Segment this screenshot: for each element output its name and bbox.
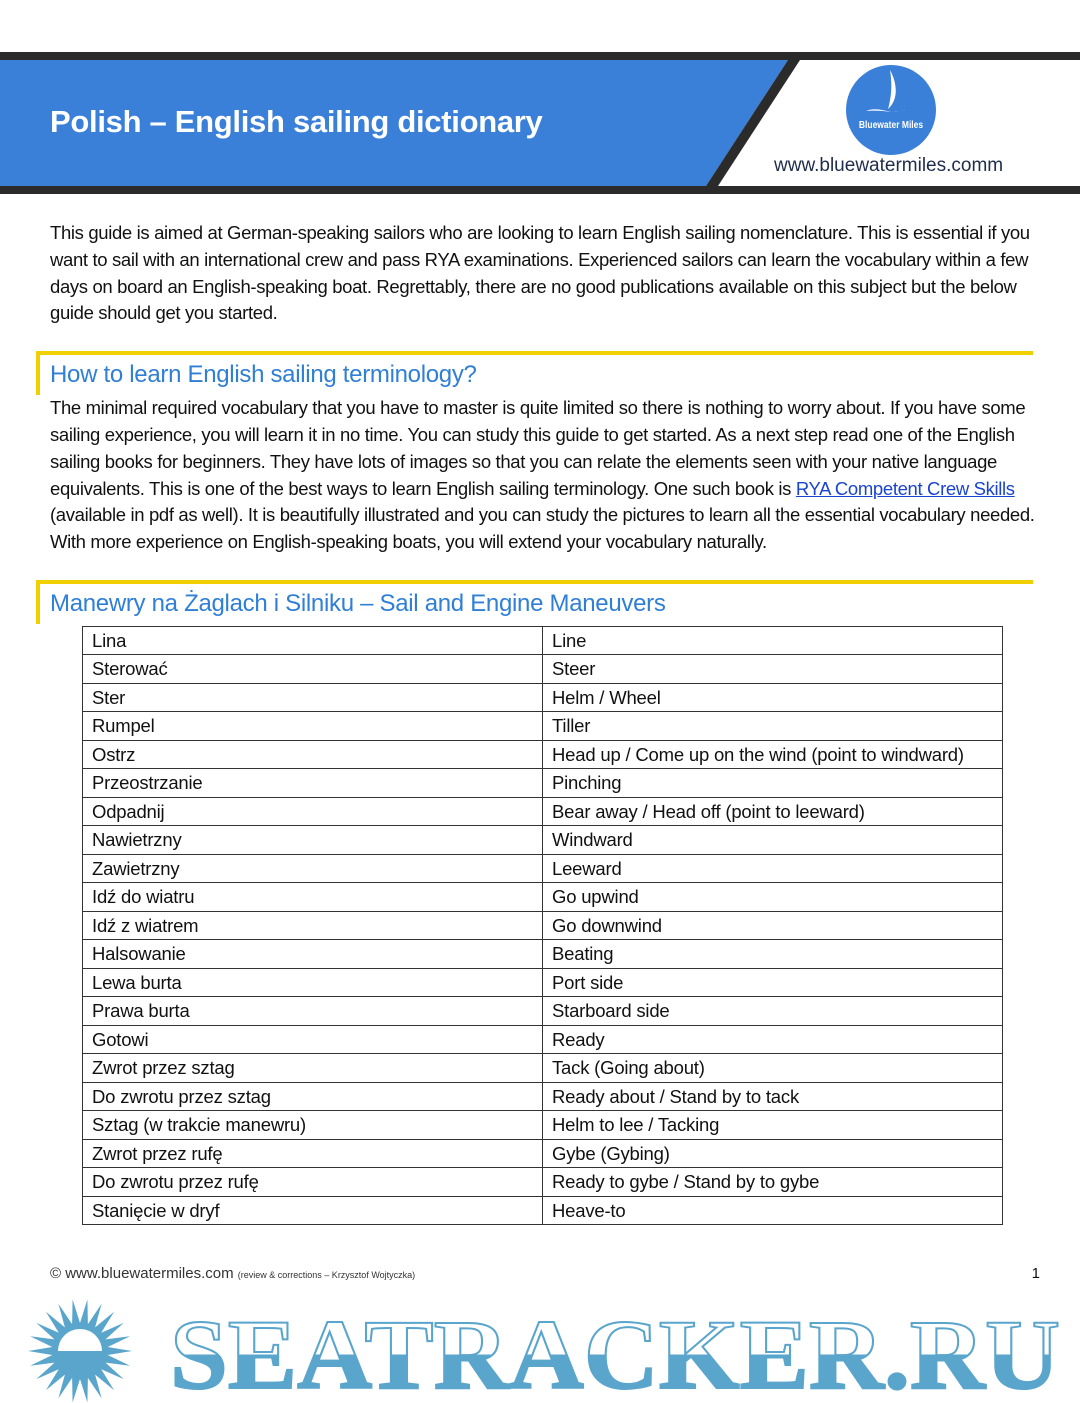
polish-term: Gotowi bbox=[83, 1025, 543, 1054]
site-url[interactable]: www.bluewatermiles.comm bbox=[774, 155, 1004, 176]
english-term: Line bbox=[543, 626, 1003, 655]
logo-text: Bluewater Miles bbox=[858, 120, 924, 131]
table-row bbox=[83, 1054, 1003, 1083]
page-title: Polish – English sailing dictionary bbox=[50, 104, 543, 139]
footer-credit: (review & corrections – Krzysztof Wojtyczka) bbox=[237, 1270, 416, 1281]
table-row bbox=[83, 1139, 1003, 1168]
polish-term: Zawietrzny bbox=[83, 854, 543, 883]
english-term: Pinching bbox=[543, 769, 1003, 798]
polish-term: Zwrot przez sztag bbox=[83, 1054, 543, 1083]
section-heading-maneuvers bbox=[36, 580, 1033, 624]
polish-term: Lewa burta bbox=[83, 968, 543, 997]
table-row bbox=[83, 1111, 1003, 1140]
english-term: Starboard side bbox=[543, 997, 1003, 1026]
table-row bbox=[83, 968, 1003, 997]
english-term: Port side bbox=[543, 968, 1003, 997]
english-term: Head up / Come up on the wind (point to windward) bbox=[543, 740, 1003, 769]
polish-term: Prawa burta bbox=[83, 997, 543, 1026]
english-term: Bear away / Head off (point to leeward) bbox=[543, 797, 1003, 826]
dictionary-table bbox=[82, 626, 1003, 1226]
table-row bbox=[83, 740, 1003, 769]
polish-term: Halsowanie bbox=[83, 940, 543, 969]
table-row bbox=[83, 1082, 1003, 1111]
footer bbox=[50, 1265, 415, 1282]
table-row bbox=[83, 826, 1003, 855]
table-row bbox=[83, 1196, 1003, 1225]
english-term: Go upwind bbox=[543, 883, 1003, 912]
english-term: Helm to lee / Tacking bbox=[543, 1111, 1003, 1140]
table-row bbox=[83, 883, 1003, 912]
polish-term: Rumpel bbox=[83, 712, 543, 741]
table-row bbox=[83, 1168, 1003, 1197]
table-row bbox=[83, 854, 1003, 883]
polish-term: Przeostrzanie bbox=[83, 769, 543, 798]
english-term: Ready bbox=[543, 1025, 1003, 1054]
english-term: Heave-to bbox=[543, 1196, 1003, 1225]
table-row bbox=[83, 769, 1003, 798]
section-title: How to learn English sailing terminology? bbox=[50, 361, 477, 389]
page-number: 1 bbox=[1031, 1265, 1040, 1283]
sunburst-icon bbox=[28, 1300, 132, 1403]
section-title: Manewry na Żaglach i Silniku – Sail and Engine Maneuvers bbox=[50, 589, 666, 617]
rya-book-link[interactable]: RYA Competent Crew Skills bbox=[795, 477, 1015, 499]
english-term: Windward bbox=[543, 826, 1003, 855]
polish-term: Zwrot przez rufę bbox=[83, 1139, 543, 1168]
table-row bbox=[83, 797, 1003, 826]
english-term: Helm / Wheel bbox=[543, 683, 1003, 712]
polish-term: Lina bbox=[83, 626, 543, 655]
english-term: Go downwind bbox=[543, 911, 1003, 940]
intro-paragraph: This guide is aimed at German-speaking sailors who are looking to learn English sailing nomenclature. This is essential if you want to sail with an international crew and pass RYA examinations. Experienced sailors can learn the vocabulary within a few days on board an English-speaking boat. Regrettably, there are no good publications available on this subject but the below guide should get you started. bbox=[50, 222, 1030, 324]
polish-term: Sterować bbox=[83, 655, 543, 684]
text: (available in pdf as well). It is beautifully illustrated and you can study the pictures to learn all the essential vocabulary needed. With more experience on English-speaking boats, you will extend your vocabulary naturally. bbox=[50, 504, 1035, 553]
english-term: Gybe (Gybing) bbox=[543, 1139, 1003, 1168]
table-row bbox=[83, 997, 1003, 1026]
polish-term: Sztag (w trakcie manewru) bbox=[83, 1111, 543, 1140]
seatracker-watermark bbox=[0, 1293, 1080, 1403]
english-term: Tiller bbox=[543, 712, 1003, 741]
table-row bbox=[83, 683, 1003, 712]
watermark-text: SEATRACKER.RU bbox=[170, 1299, 1060, 1403]
footer-row bbox=[50, 1265, 1040, 1287]
text: The minimal required vocabulary that you have to master is quite limited so there is nothing to worry about. If you have some sailing experience, you will learn it in no time. You can study this guide to get started. As a next step read one of the English sailing books for beginners. They have lots of images so that you can relate the elements seen with your native language equivalents. This is one of the best ways to learn English sailing terminology. One such book is bbox=[50, 397, 1026, 499]
english-term: Beating bbox=[543, 940, 1003, 969]
english-term: Steer bbox=[543, 655, 1003, 684]
polish-term: Stanięcie w dryf bbox=[83, 1196, 543, 1225]
polish-term: Nawietrzny bbox=[83, 826, 543, 855]
english-term: Ready to gybe / Stand by to gybe bbox=[543, 1168, 1003, 1197]
footer-copyright: © www.bluewatermiles.com bbox=[50, 1265, 234, 1283]
polish-term: Do zwrotu przez rufę bbox=[83, 1168, 543, 1197]
table-row bbox=[83, 1025, 1003, 1054]
english-term: Leeward bbox=[543, 854, 1003, 883]
polish-term: Idź z wiatrem bbox=[83, 911, 543, 940]
learn-paragraph bbox=[50, 395, 1040, 556]
polish-term: Ostrz bbox=[83, 740, 543, 769]
polish-term: Odpadnij bbox=[83, 797, 543, 826]
table-row bbox=[83, 940, 1003, 969]
english-term: Tack (Going about) bbox=[543, 1054, 1003, 1083]
table-row bbox=[83, 911, 1003, 940]
section-heading-learn bbox=[36, 351, 1033, 395]
table-row bbox=[83, 712, 1003, 741]
polish-term: Idź do wiatru bbox=[83, 883, 543, 912]
table-row bbox=[83, 655, 1003, 684]
english-term: Ready about / Stand by to tack bbox=[543, 1082, 1003, 1111]
polish-term: Do zwrotu przez sztag bbox=[83, 1082, 543, 1111]
polish-term: Ster bbox=[83, 683, 543, 712]
table-row bbox=[83, 626, 1003, 655]
